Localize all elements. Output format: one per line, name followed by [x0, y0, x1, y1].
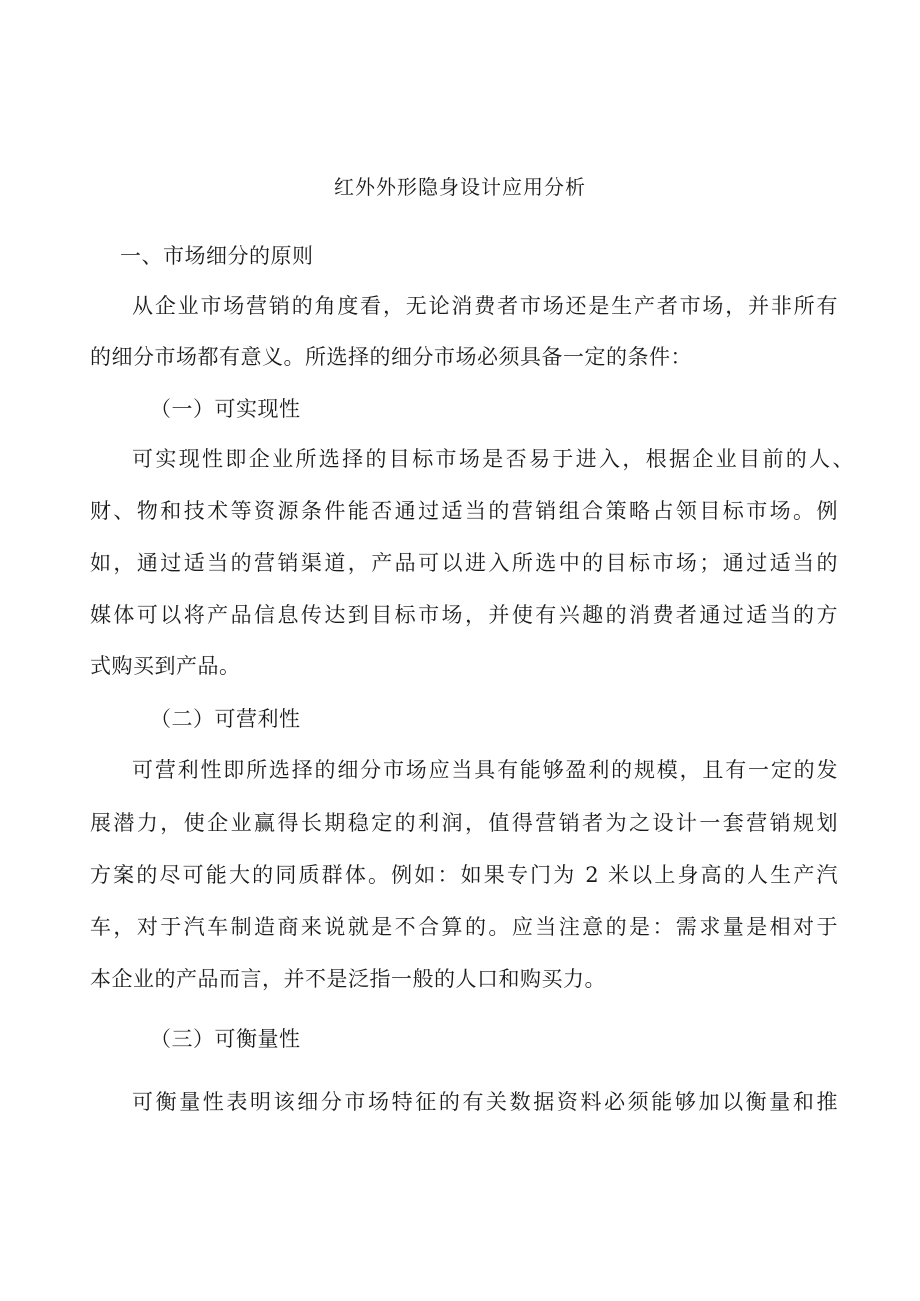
- document-title: 红外外形隐身设计应用分析: [334, 175, 586, 199]
- section-heading: 一、市场细分的原则: [120, 244, 314, 268]
- paragraph-line: 可营利性即所选择的细分市场应当具有能够盈利的规模，且有一定的发: [132, 758, 838, 782]
- paragraph-line: 媒体可以将产品信息传达到目标市场，并使有兴趣的消费者通过适当的方: [90, 603, 838, 627]
- subsection-heading: （二）可营利性: [150, 707, 301, 731]
- subsection-heading: （三）可衡量性: [150, 1027, 301, 1051]
- paragraph-line: 本企业的产品而言，并不是泛指一般的人口和购买力。: [90, 967, 606, 991]
- paragraph-line: 可衡量性表明该细分市场特征的有关数据资料必须能够加以衡量和推: [132, 1090, 838, 1114]
- paragraph-line: 从企业市场营销的角度看，无论消费者市场还是生产者市场，并非所有: [132, 294, 838, 318]
- subsection-heading: （一）可实现性: [150, 397, 301, 421]
- paragraph-line: 式购买到产品。: [90, 654, 241, 678]
- paragraph-line: 展潜力，使企业赢得长期稳定的利润，值得营销者为之设计一套营销规划: [90, 811, 838, 835]
- paragraph-line: 可实现性即企业所选择的目标市场是否易于进入，根据企业目前的人、: [132, 447, 854, 471]
- paragraph-line: 财、物和技术等资源条件能否通过适当的营销组合策略占领目标市场。例: [90, 499, 838, 523]
- paragraph-line: 车，对于汽车制造商来说就是不合算的。应当注意的是：需求量是相对于: [90, 915, 838, 939]
- paragraph-line: 方案的尽可能大的同质群体。例如：如果专门为 2 米以上身高的人生产汽: [90, 863, 838, 887]
- paragraph-line: 如，通过适当的营销渠道，产品可以进入所选中的目标市场；通过适当的: [90, 551, 838, 575]
- paragraph-line: 的细分市场都有意义。所选择的细分市场必须具备一定的条件：: [90, 345, 692, 369]
